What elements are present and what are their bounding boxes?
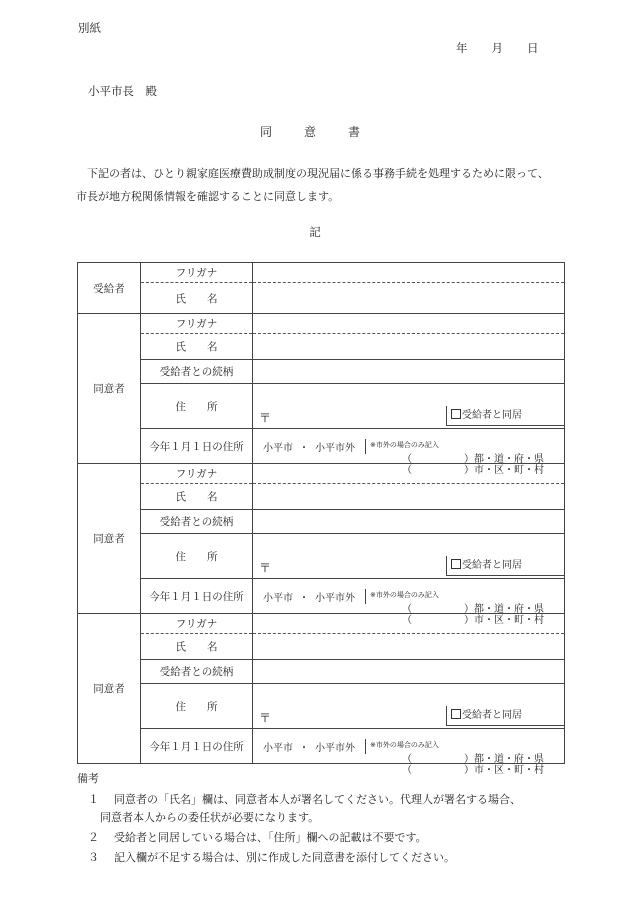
consenter-furigana-label: フリガナ — [141, 614, 253, 634]
cohabit-label: 受給者と同居 — [462, 710, 522, 721]
remark-number: ２ — [88, 831, 99, 844]
city-separator: ・ — [299, 442, 309, 454]
city-separator: ・ — [299, 742, 309, 754]
city-choice[interactable] — [253, 589, 366, 604]
cohabit-label: 受給者と同居 — [462, 410, 522, 421]
consenter-name-field[interactable] — [253, 484, 565, 510]
muni-paren: （ — [402, 464, 412, 476]
date-month: 月 — [491, 41, 503, 55]
consenter-furigana-field[interactable] — [253, 314, 565, 334]
postal-mark: 〒 — [259, 711, 272, 725]
consenter-block-2 — [78, 464, 565, 626]
postal-mark: 〒 — [259, 561, 272, 575]
remarks-heading: 備考 — [77, 772, 99, 785]
pref-suffix: ）都・道・府・県 — [464, 753, 544, 765]
cohabit-checkbox[interactable] — [451, 409, 461, 419]
city-out-option[interactable]: 小平市外 — [315, 592, 355, 604]
consenter-furigana-label: フリガナ — [141, 464, 253, 484]
consenter-section-label: 同意者 — [78, 314, 141, 464]
recipient-furigana-label: フリガナ — [141, 263, 253, 283]
remark-item-2 — [88, 829, 558, 847]
consenter-address-label: 住 所 — [141, 384, 253, 429]
consenter-relation-field[interactable] — [253, 360, 565, 384]
outside-city-fields[interactable] — [366, 439, 564, 476]
recipient-name-field[interactable] — [253, 283, 565, 314]
recipient-section-label: 受給者 — [78, 263, 141, 314]
cohabit-checkbox[interactable] — [451, 559, 461, 569]
pref-suffix: ）都・道・府・県 — [464, 603, 544, 615]
postal-mark: 〒 — [259, 411, 272, 425]
consent-form-table — [77, 262, 565, 776]
muni-paren: （ — [402, 764, 412, 776]
cohabit-option[interactable] — [446, 556, 564, 576]
consenter-block-1 — [78, 314, 565, 476]
remark-item-1 — [88, 791, 558, 827]
cohabit-option[interactable] — [446, 706, 564, 726]
consenter-name-field[interactable] — [253, 334, 565, 360]
consenter-block-3 — [78, 614, 565, 776]
jan1-address-field — [253, 729, 565, 776]
muni-paren: （ — [402, 614, 412, 626]
consenter-furigana-label: フリガナ — [141, 314, 253, 334]
muni-suffix: ）市・区・町・村 — [464, 764, 544, 776]
municipality-line — [402, 461, 544, 476]
cohabit-label: 受給者と同居 — [462, 560, 522, 571]
jan1-address-label: 今年１月１日の住所 — [141, 729, 253, 764]
remark-text: 同意者の「氏名」欄は、同意者本人が署名してください。代理人が署名する場合、 — [114, 793, 521, 806]
city-in-option[interactable]: 小平市 — [263, 442, 293, 454]
consenter-name-field[interactable] — [253, 634, 565, 660]
jan1-address-label: 今年１月１日の住所 — [141, 429, 253, 464]
city-choice[interactable] — [253, 439, 366, 454]
intro-text: 下記の者は、ひとり親家庭医療費助成制度の現況届に係る事務手続を処理するために限って、市長が地方税関係情報を確認することに同意します。 — [76, 167, 549, 203]
consenter-relation-label: 受給者との続柄 — [141, 660, 253, 684]
jan1-address-field — [253, 579, 565, 626]
cohabit-option[interactable] — [446, 406, 564, 426]
consenter-address-field[interactable] — [253, 684, 565, 729]
pref-paren: （ — [402, 753, 412, 765]
pref-suffix: ）都・道・府・県 — [464, 453, 544, 465]
annex-label: 別紙 — [78, 21, 101, 35]
consenter-relation-field[interactable] — [253, 660, 565, 684]
consenter-relation-label: 受給者との続柄 — [141, 360, 253, 384]
outside-note: ※市外の場合のみ記入 — [370, 740, 439, 749]
consenter-section-label: 同意者 — [78, 614, 141, 764]
city-out-option[interactable]: 小平市外 — [315, 442, 355, 454]
outside-note: ※市外の場合のみ記入 — [370, 440, 439, 449]
consenter-name-label: 氏 名 — [141, 484, 253, 510]
recipient-name-label: 氏 名 — [141, 283, 253, 314]
date-year: 年 — [456, 41, 468, 55]
muni-suffix: ）市・区・町・村 — [464, 614, 544, 626]
cohabit-checkbox[interactable] — [451, 709, 461, 719]
consenter-address-label: 住 所 — [141, 534, 253, 579]
date-line — [456, 40, 539, 56]
city-out-option[interactable]: 小平市外 — [315, 742, 355, 754]
jan1-address-field — [253, 429, 565, 476]
consenter-relation-field[interactable] — [253, 510, 565, 534]
remark-text: 受給者と同居している場合は、「住所」欄への記載は不要です。 — [114, 831, 427, 844]
city-choice[interactable] — [253, 739, 366, 754]
consenter-section-label: 同意者 — [78, 464, 141, 614]
consenter-address-field[interactable] — [253, 534, 565, 579]
consenter-name-label: 氏 名 — [141, 634, 253, 660]
muni-suffix: ）市・区・町・村 — [464, 464, 544, 476]
document-title: 同 意 書 — [259, 125, 370, 139]
pref-paren: （ — [402, 453, 412, 465]
remark-text-continued: 同意者本人からの委任状が必要になります。 — [100, 811, 320, 824]
outside-note: ※市外の場合のみ記入 — [370, 590, 439, 599]
consenter-address-field[interactable] — [253, 384, 565, 429]
municipality-line — [402, 611, 544, 626]
ki-heading: 記 — [309, 225, 321, 239]
consenter-relation-label: 受給者との続柄 — [141, 510, 253, 534]
jan1-address-label: 今年１月１日の住所 — [141, 579, 253, 614]
pref-paren: （ — [402, 603, 412, 615]
city-in-option[interactable]: 小平市 — [263, 592, 293, 604]
remark-number: ３ — [88, 851, 99, 864]
consenter-address-label: 住 所 — [141, 684, 253, 729]
remark-item-3 — [88, 849, 558, 867]
municipality-line — [402, 761, 544, 776]
city-separator: ・ — [299, 592, 309, 604]
remark-number: １ — [88, 793, 99, 806]
addressee: 小平市長 殿 — [88, 84, 157, 98]
recipient-furigana-field[interactable] — [253, 263, 565, 283]
intro-paragraph — [76, 162, 556, 208]
consenter-name-label: 氏 名 — [141, 334, 253, 360]
remark-text: 記入欄が不足する場合は、別に作成した同意書を添付してください。 — [114, 851, 455, 864]
date-day: 日 — [527, 41, 539, 55]
city-in-option[interactable]: 小平市 — [263, 742, 293, 754]
outside-city-fields[interactable] — [366, 589, 564, 626]
outside-city-fields[interactable] — [366, 739, 564, 776]
